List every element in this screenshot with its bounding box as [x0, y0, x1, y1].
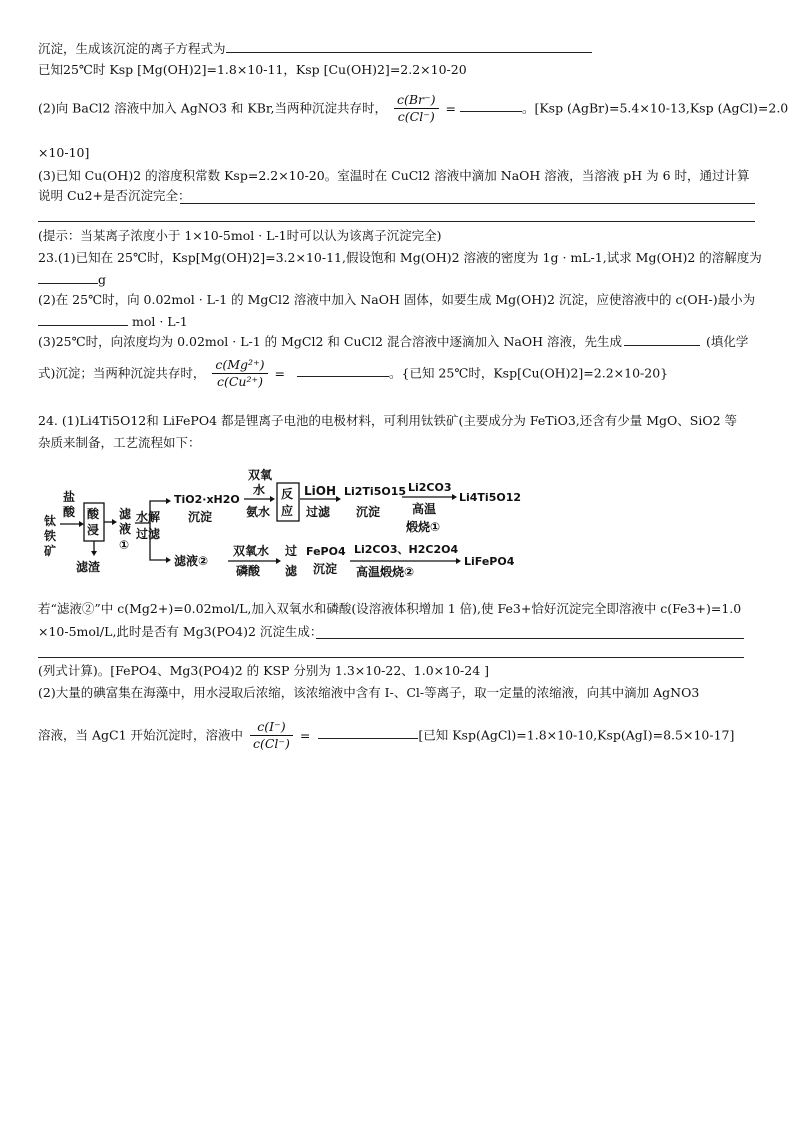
fraction-numerator: c(Br⁻): [394, 93, 439, 109]
tio2-label: TiO2·xH2O: [174, 493, 240, 506]
answer-line[interactable]: [38, 657, 744, 658]
tio2-ppt-label: 沉淀: [188, 510, 213, 524]
answer-line[interactable]: [180, 203, 755, 204]
ore-label-3: 矿: [44, 544, 57, 558]
unit-g: g: [98, 272, 107, 287]
q24-line-2: 杂质来制备，工艺流程如下：: [38, 435, 201, 450]
lifepo4-label: LiFePO4: [464, 555, 515, 568]
lv-label: 滤: [285, 564, 298, 578]
hcl-label-1: 盐: [63, 490, 76, 504]
ksp-given-line: 已知25℃时 Ksp [Mg(OH)2]=1.8×10-11，Ksp [Cu(OH)2]=2.2×10-20: [38, 62, 467, 77]
unit-mol-l: mol · L-1: [131, 314, 188, 329]
q24-line-6: (2)大量的碘富集在海藻中，用水浸取后浓缩，该浓缩液中含有 I-、Cl-等离子，取一定量的浓缩液，向其中滴加 AgNO3: [38, 685, 700, 700]
residue-label: 滤渣: [76, 560, 101, 574]
q23-line-6-suffix: 。{已知 25℃时，Ksp[Cu(OH)2]=2.2×10-20}: [389, 365, 669, 381]
fraction-br-cl: [394, 93, 439, 125]
q2-suffix: 。[Ksp (AgBr)=5.4×10-13,Ksp (AgCl)=2.0: [521, 100, 789, 116]
li4ti5o12-label: Li4Ti5O12: [459, 491, 522, 504]
li2co3-label: Li2CO3: [408, 481, 452, 494]
fraction-mg-cu: [212, 358, 267, 390]
q2-continued: ×10-10]: [38, 145, 90, 160]
hydrolysis-label: 水解: [136, 510, 161, 524]
filtrate1-label-1: 滤: [119, 507, 132, 521]
ammonia-label: 氨水: [246, 505, 271, 519]
lioh-label: LiOH: [304, 484, 337, 498]
react-label-2: 应: [281, 504, 294, 518]
q24-line-7: [38, 720, 734, 752]
q3-line-2: [38, 189, 191, 203]
q23-line-6-prefix: 式)沉淀；当两种沉淀共存时，: [38, 365, 206, 381]
fraction-denominator: c(Cl⁻): [252, 736, 290, 752]
equals-sign: =: [445, 100, 456, 116]
equals-sign: =: [299, 727, 311, 743]
react-label-1: 反: [281, 487, 294, 501]
ore-label-1: 钛: [44, 514, 57, 528]
q3-line-2-text: 说明 Cu2+是否沉淀完全：: [38, 188, 191, 203]
q23-line-4: [38, 313, 188, 329]
answer-blank[interactable]: [460, 99, 522, 112]
q23-line-5: [38, 333, 748, 349]
filtrate1-label-2: 液: [119, 522, 132, 536]
q24-line-7-prefix: 溶液，当 AgC1 开始沉淀时，溶液中: [38, 727, 243, 743]
intro-line-1: 沉淀，生成该沉淀的离子方程式为: [38, 41, 226, 56]
answer-blank[interactable]: [38, 271, 98, 284]
filter-label: 过滤: [136, 527, 161, 541]
text-line: [38, 40, 592, 56]
high-temp-label: 高温: [412, 502, 437, 516]
q24-line-3: 若“滤液②”中 c(Mg2+)=0.02mol/L,加入双氧水和磷酸(设溶液体积增加 1 倍),使 Fe3+恰好沉淀完全即溶液中 c(Fe3+)=1.0: [38, 601, 742, 616]
q24-line-5: (列式计算)。[FePO4、Mg3(PO4)2 的 KSP 分别为 1.3×10-22、1.0×10-24 ]: [38, 663, 490, 678]
acid-leach-label-1: 酸: [87, 507, 100, 521]
hint-text: (提示：当某离子浓度小于 1×10-5mol · L-1时可以认为该离子沉淀完全): [38, 228, 442, 243]
q24-line-7-suffix: [已知 Ksp(AgCl)=1.8×10-10,Ksp(AgI)=8.5×10-17]: [418, 727, 735, 743]
h2o2-water-label-1: 双氧: [248, 468, 273, 482]
answer-line[interactable]: [316, 638, 744, 639]
q23-line-1: 23.(1)已知在 25℃时，Ksp[Mg(OH)2]=3.2×10-11,假设饱和 Mg(OH)2 溶液的密度为 1g · mL-1,试求 Mg(OH)2 的溶解度为: [38, 250, 762, 265]
answer-blank[interactable]: [297, 364, 389, 377]
answer-blank[interactable]: [226, 40, 592, 53]
q23-line-2: [38, 271, 106, 287]
fraction-numerator: c(Mg²⁺): [212, 358, 267, 374]
fraction-i-cl: [250, 720, 293, 752]
equals-sign: =: [274, 365, 286, 381]
hcl-label-2: 酸: [63, 505, 76, 519]
q24-line-4-text: ×10-5mol/L,此时是否有 Mg3(PO4)2 沉淀生成：: [38, 624, 323, 639]
h2o2-water-label-2: 水: [253, 483, 266, 497]
q24-line-4: [38, 625, 322, 639]
calcine2-label: 高温煅烧②: [356, 565, 415, 579]
guo-label: 过: [285, 544, 298, 558]
q2-line: [38, 93, 788, 125]
h2o2-label: 双氧水: [233, 544, 270, 558]
q23-line-3: (2)在 25℃时，向 0.02mol · L-1 的 MgCl2 溶液中加入 NaOH 固体，如要生成 Mg(OH)2 沉淀，应使溶液中的 c(OH-)最小为: [38, 292, 756, 307]
q24-line-1: 24. (1)Li4Ti5O12和 LiFePO4 都是锂离子电池的电极材料，可利用钛铁矿(主要成分为 FeTiO3,还含有少量 MgO、SiO2 等: [38, 413, 738, 428]
calcine1-label: 煅烧①: [406, 520, 441, 534]
process-flow-diagram: [38, 465, 528, 580]
answer-line[interactable]: [38, 221, 755, 222]
q2-prefix: (2)向 BaCl2 溶液中加入 AgNO3 和 KBr,当两种沉淀共存时，: [38, 100, 387, 116]
filtrate1-label-3: ①: [119, 538, 130, 552]
ore-label-2: 铁: [44, 529, 57, 543]
phosphoric-label: 磷酸: [236, 564, 261, 578]
fraction-numerator: c(I⁻): [250, 720, 293, 736]
answer-blank[interactable]: [38, 313, 128, 326]
q23-line-6: [38, 358, 668, 390]
answer-blank[interactable]: [318, 726, 418, 739]
q3-line-1: (3)已知 Cu(OH)2 的溶度积常数 Ksp=2.2×10-20。室温时在 CuCl2 溶液中滴加 NaOH 溶液，当溶液 pH 为 6 时，通过计算: [38, 168, 750, 183]
filtrate2-label: 滤液②: [174, 554, 209, 568]
fraction-denominator: c(Cu²⁺): [216, 374, 263, 390]
fepo4-label: FePO4: [306, 545, 346, 558]
answer-blank[interactable]: [624, 333, 700, 346]
ppt2-label: 沉淀: [356, 505, 381, 519]
fraction-denominator: c(Cl⁻): [397, 109, 435, 125]
ppt3-label: 沉淀: [313, 562, 338, 576]
acid-leach-label-2: 浸: [87, 523, 100, 537]
q23-line-5-text: (3)25℃时，向浓度均为 0.02mol · L-1 的 MgCl2 和 CuCl2 混合溶液中逐滴加入 NaOH 溶液，先生成: [38, 334, 622, 349]
q23-line-5-end: (填化学: [705, 334, 749, 349]
li2ti5o15-label: Li2Ti5O15: [344, 485, 407, 498]
filter2-label: 过滤: [306, 505, 331, 519]
reagents2-label: Li2CO3、H2C2O4: [354, 543, 459, 556]
